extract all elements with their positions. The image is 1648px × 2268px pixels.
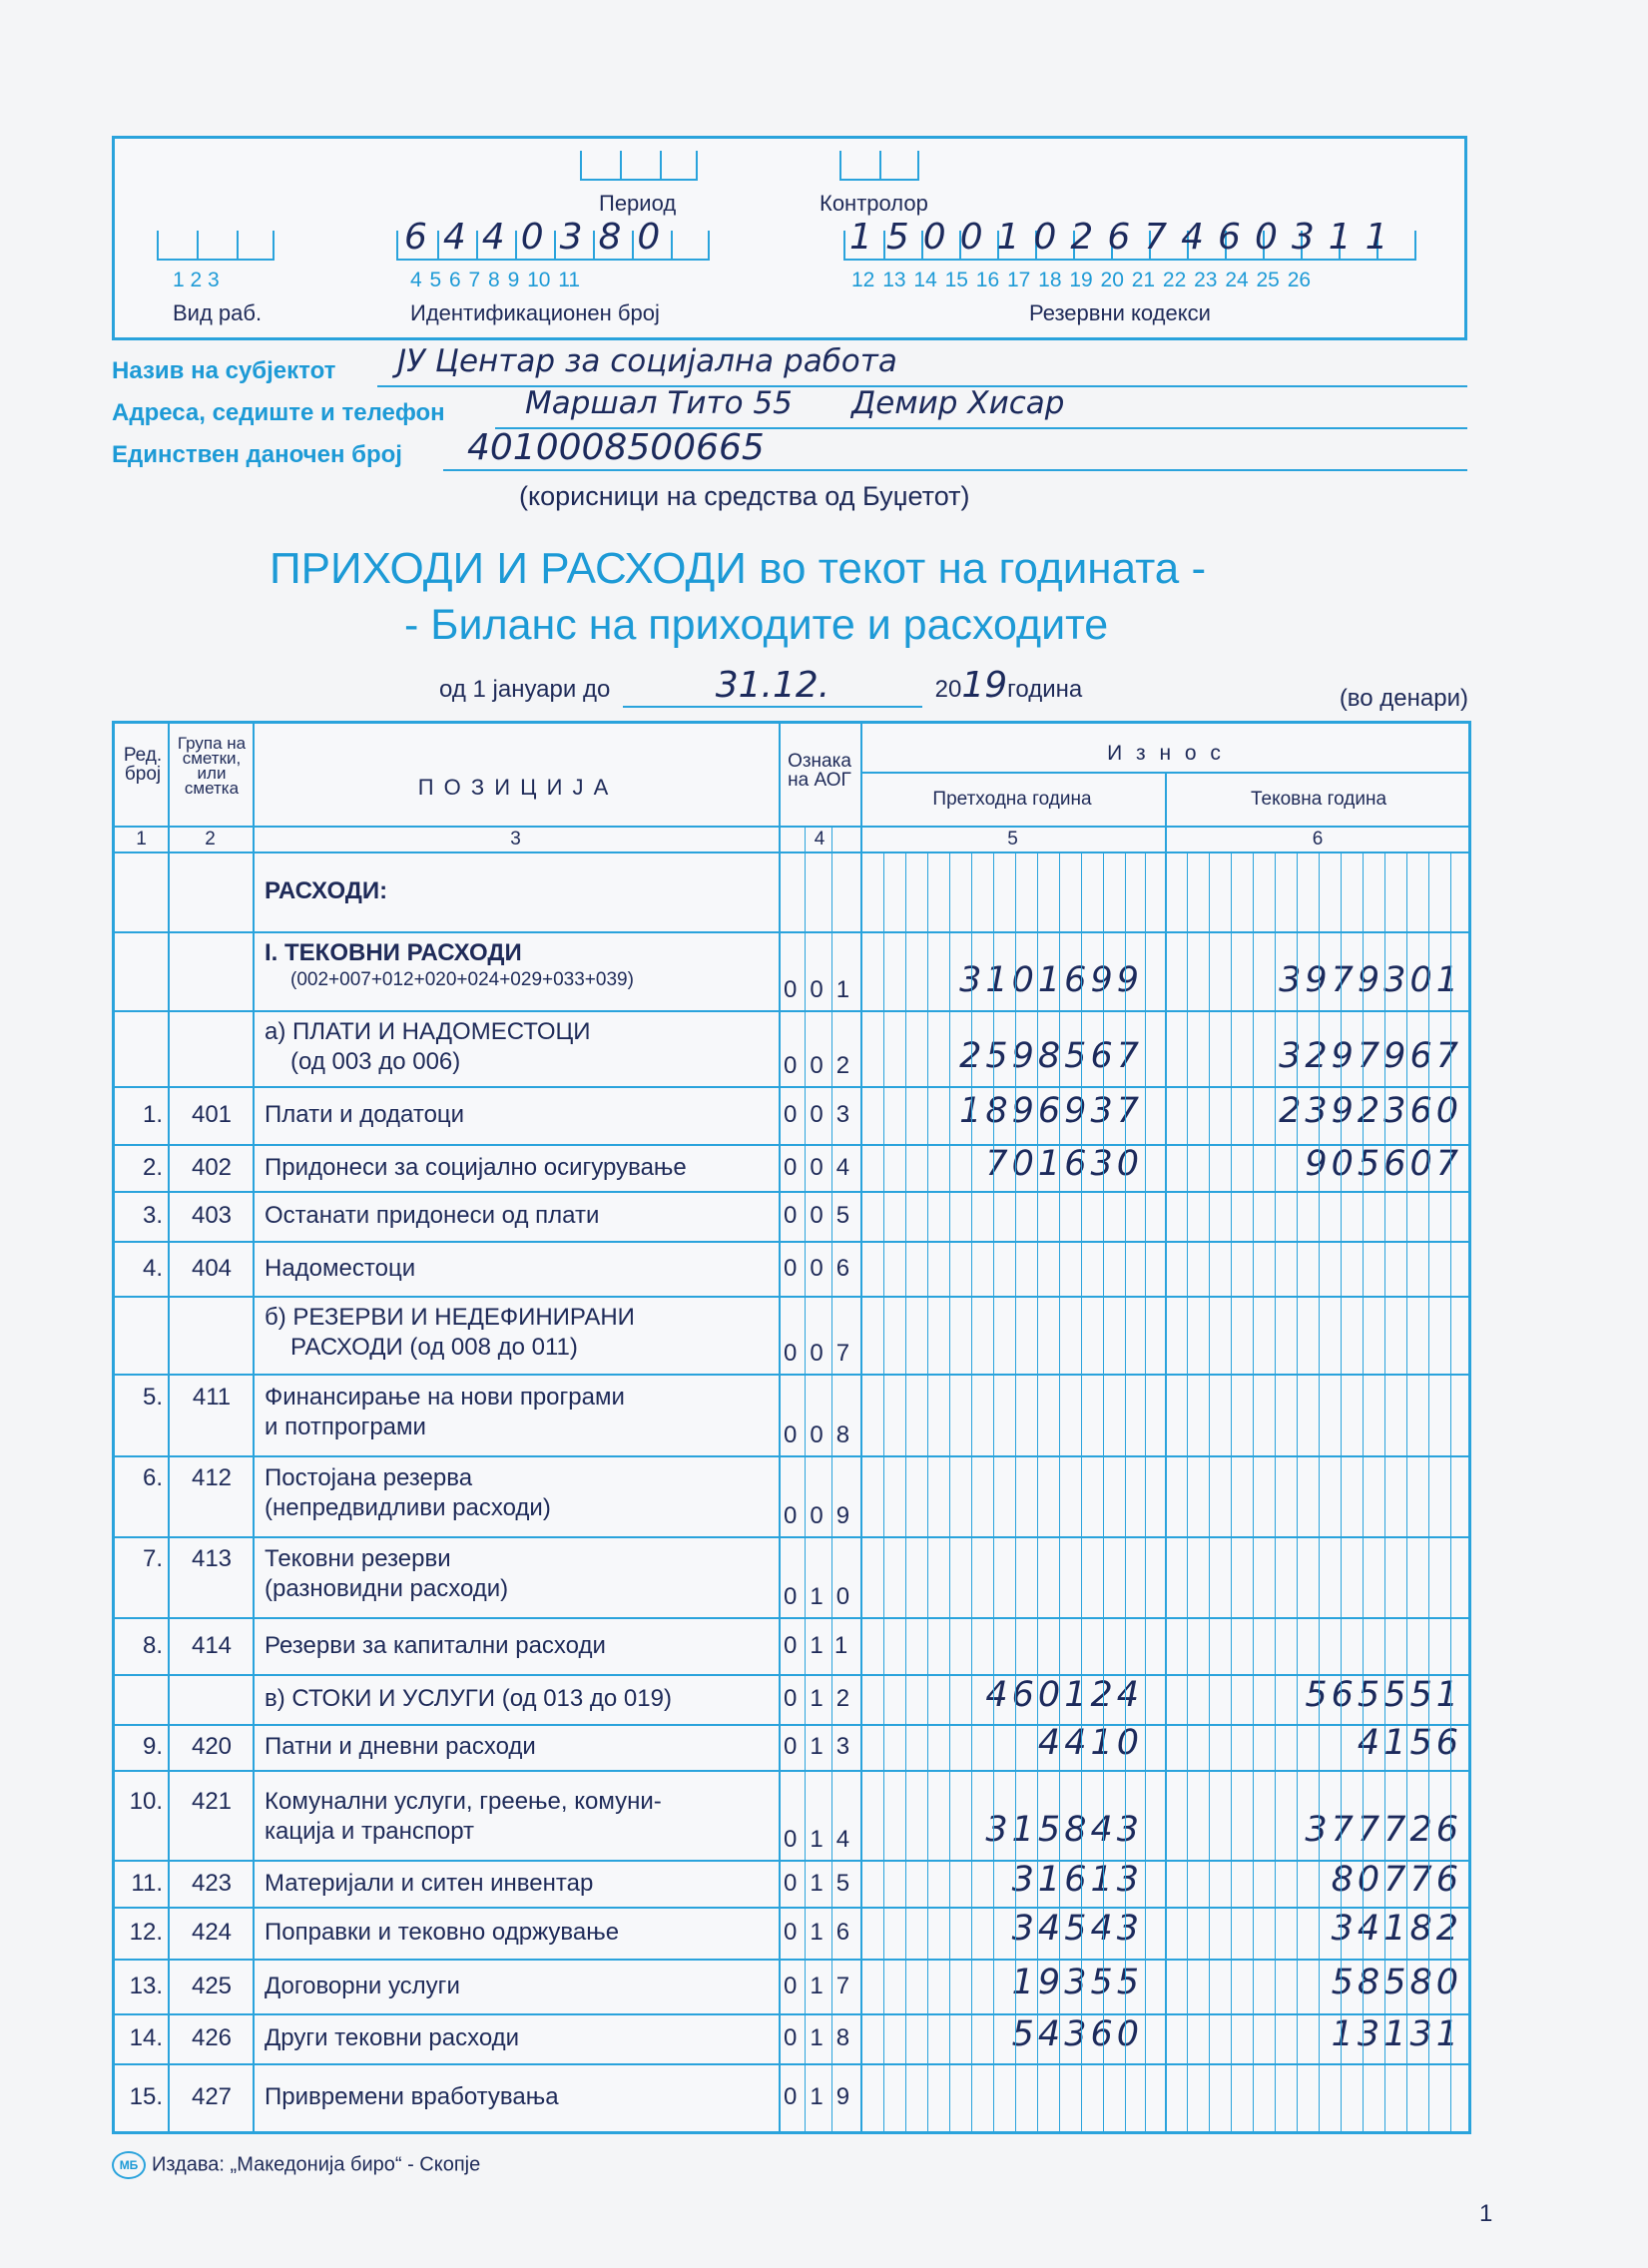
position-text: Постојана резерва [265, 1464, 473, 1491]
position-text: Комунални услуги, греење, комуни- [265, 1788, 662, 1815]
table-row [115, 1241, 1468, 1296]
controller-label: Контролор [820, 191, 928, 216]
position-text-continued: (разновидни расходи) [265, 1575, 509, 1602]
period-date: 31.12. [623, 665, 922, 708]
row-number: 14. [129, 2024, 163, 2051]
id-number-value: 6440380 [404, 217, 677, 258]
position-text-continued: РАСХОДИ (од 008 до 011) [290, 1334, 578, 1361]
year-label: година [1007, 676, 1083, 703]
aog-code: 002 [784, 1052, 863, 1079]
prev-year-amount: 460124 [985, 1675, 1143, 1715]
aog-code: 017 [784, 1972, 863, 1999]
account-number: 412 [191, 1464, 233, 1491]
account-number: 425 [191, 1972, 233, 1999]
period-line [439, 665, 1082, 708]
header-prev-year: Претходна година [932, 789, 1092, 810]
table-row [115, 1907, 1468, 1959]
work-type-label: Вид раб. [173, 300, 263, 325]
publisher-footer [112, 2151, 480, 2179]
row-number: 4. [142, 1254, 163, 1282]
aog-code: 015 [784, 1869, 863, 1897]
position-text: Плати и додатоци [265, 1101, 465, 1128]
position-text: Резерви за капитални расходи [265, 1631, 606, 1659]
title-caps: ПРИХОДИ И РАСХОДИ [270, 544, 747, 593]
curr-year-amount: 13131 [1331, 2014, 1462, 2054]
tax-number-value: 4010008500665 [467, 427, 765, 468]
header-aog: Ознака на АОГ [788, 751, 851, 791]
position-text: Останати придонеси од плати [265, 1202, 600, 1229]
row-number: 1. [142, 1101, 163, 1128]
account-number: 402 [191, 1153, 233, 1181]
prev-year-amount: 315843 [985, 1810, 1143, 1850]
position-text: Патни и дневни расходи [265, 1733, 536, 1760]
aog-code: 007 [784, 1340, 863, 1367]
subject-name-value: ЈУ Центар за социјална работа [397, 343, 897, 379]
account-number: 413 [191, 1545, 233, 1572]
row-number: 13. [129, 1972, 163, 1999]
table-row [115, 1144, 1468, 1191]
year-suffix: 19 [961, 665, 1008, 706]
col-number-1: 1 [136, 829, 147, 850]
publisher-text: Издава: „Македонија биро“ - Скопје [152, 2153, 481, 2176]
table-row [115, 1086, 1468, 1144]
position-text-continued: кација и транспорт [265, 1818, 475, 1845]
aog-code: 003 [784, 1101, 863, 1128]
prev-year-amount: 2598567 [959, 1036, 1143, 1076]
address-value: Маршал Тито 55 Демир Хисар [525, 385, 1065, 421]
aog-code: 014 [784, 1826, 863, 1853]
row-number: 8. [142, 1631, 163, 1659]
publisher-logo: МБ [112, 2151, 146, 2179]
col-number-3: 3 [510, 829, 521, 850]
controller-boxes [839, 151, 919, 181]
prev-year-amount: 3101699 [959, 960, 1143, 1000]
header-curr-year: Тековна година [1250, 789, 1387, 810]
header-amount: И з н о с [1107, 742, 1225, 765]
row-number: 9. [142, 1733, 163, 1760]
position-text-continued: и потпрограми [265, 1414, 426, 1440]
curr-year-amount: 377726 [1305, 1810, 1462, 1850]
page-number: 1 [1479, 2200, 1493, 2227]
table-row [115, 1455, 1468, 1536]
position-text: в) СТОКИ И УСЛУГИ (од 013 до 019) [265, 1685, 672, 1712]
period-prefix: од 1 јануари до [439, 676, 611, 703]
col-number-4: 4 [814, 829, 825, 850]
account-number: 403 [191, 1202, 233, 1229]
curr-year-amount: 565551 [1305, 1675, 1462, 1715]
row-number: 6. [142, 1464, 163, 1491]
title-rest: во текот на годината - [746, 544, 1207, 593]
position-text: Материјали и ситен инвентар [265, 1869, 594, 1897]
account-number: 401 [191, 1101, 233, 1128]
table-row [115, 1724, 1468, 1770]
row-number: 5. [142, 1384, 163, 1411]
aog-code: 018 [784, 2024, 863, 2051]
subject-name-label: Назив на субјектот [112, 357, 336, 384]
prev-year-amount: 54360 [1011, 2014, 1143, 2054]
curr-year-amount: 905607 [1305, 1143, 1462, 1184]
aog-code: 011 [784, 1631, 861, 1659]
table-row [115, 1860, 1468, 1907]
table-row [115, 1674, 1468, 1724]
account-number: 427 [191, 2083, 233, 2110]
curr-year-amount: 58580 [1331, 1962, 1462, 2002]
row-number: 11. [131, 1869, 163, 1897]
position-text: Финансирање на нови програми [265, 1384, 625, 1411]
aog-code: 019 [784, 2083, 863, 2110]
table-row [115, 1191, 1468, 1241]
aog-code: 012 [784, 1685, 863, 1712]
currency-note: (во денари) [1339, 685, 1468, 712]
table-row [115, 931, 1468, 1010]
aog-code: 008 [784, 1421, 863, 1448]
account-number: 404 [191, 1254, 233, 1282]
curr-year-amount: 34182 [1331, 1909, 1462, 1949]
reserve-code-value: 150010267460311 [849, 217, 1402, 258]
row-number: 15. [129, 2083, 163, 2110]
prev-year-amount: 19355 [1011, 1962, 1143, 2002]
position-text: I. ТЕКОВНИ РАСХОДИ [265, 939, 522, 966]
row-number: 10. [129, 1788, 163, 1815]
header-position: П О З И Ц И Ј А [417, 775, 611, 800]
aog-code: 013 [784, 1733, 863, 1760]
reserve-code-numbers: 12 13 14 15 16 17 18 19 20 21 22 23 24 25 26 [851, 269, 1312, 291]
position-text: Надоместоци [265, 1254, 416, 1282]
account-number: 420 [191, 1733, 233, 1760]
aog-code: 010 [784, 1583, 863, 1610]
reserve-code-label: Резервни кодекси [1029, 300, 1211, 325]
position-text: Други тековни расходи [265, 2024, 520, 2051]
position-text: Привремени вработувања [265, 2083, 559, 2110]
account-number: 411 [192, 1384, 232, 1411]
position-text-continued: (непредвидливи расходи) [265, 1494, 551, 1521]
position-text: РАСХОДИ: [265, 877, 388, 904]
page-title-line1 [270, 544, 1206, 594]
income-expense-table [112, 721, 1471, 2134]
id-label: Идентификационен број [410, 300, 660, 325]
aog-code: 004 [784, 1153, 863, 1181]
position-text: Придонеси за социјално осигурување [265, 1153, 687, 1181]
row-number: 7. [142, 1545, 163, 1572]
header-box [112, 136, 1467, 340]
table-row [115, 1296, 1468, 1374]
curr-year-amount: 4156 [1357, 1723, 1462, 1763]
position-text: а) ПЛАТИ И НАДОМЕСТОЦИ [265, 1018, 591, 1045]
row-number: 3. [142, 1202, 163, 1229]
id-numbers: 4 5 6 7 8 9 10 11 [410, 269, 581, 291]
aog-code: 016 [784, 1919, 863, 1946]
header-account-group: Група на сметки, или сметка [177, 734, 247, 798]
period-label: Период [599, 191, 677, 216]
account-number: 421 [191, 1788, 233, 1815]
curr-year-amount: 2392360 [1279, 1091, 1462, 1131]
table-row [115, 1617, 1468, 1674]
prev-year-amount: 701630 [985, 1143, 1143, 1184]
tax-number-label: Единствен даночен број [112, 441, 402, 468]
budget-users-note: (корисници на средства од Буџетот) [519, 481, 970, 511]
row-number: 2. [142, 1153, 163, 1181]
table-row [115, 1770, 1468, 1860]
period-boxes [580, 151, 698, 181]
table-row [115, 1010, 1468, 1086]
aog-code: 005 [784, 1202, 863, 1229]
position-text: Поправки и тековно одржување [265, 1919, 620, 1946]
account-number: 423 [191, 1869, 233, 1897]
account-number: 414 [191, 1631, 233, 1659]
table-row [115, 1536, 1468, 1617]
header-row-number: Ред. број [123, 745, 163, 785]
position-text: б) РЕЗЕРВИ И НЕДЕФИНИРАНИ [265, 1304, 635, 1331]
position-text: Тековни резерви [265, 1545, 451, 1572]
col-number-6: 6 [1312, 829, 1324, 850]
account-number: 424 [191, 1919, 233, 1946]
work-type-numbers: 1 2 3 [173, 269, 220, 291]
table-row [115, 1374, 1468, 1455]
table-row [115, 1959, 1468, 2013]
work-type-boxes [157, 231, 275, 261]
account-number: 426 [191, 2024, 233, 2051]
col-number-5: 5 [1007, 829, 1018, 850]
address-label: Адреса, седиште и телефон [112, 399, 445, 426]
prev-year-amount: 34543 [1011, 1909, 1143, 1949]
tax-number-line [443, 469, 1467, 471]
curr-year-amount: 3297967 [1279, 1036, 1462, 1076]
prev-year-amount: 1896937 [959, 1091, 1143, 1131]
curr-year-amount: 3979301 [1279, 960, 1462, 1000]
table-row [115, 2013, 1468, 2063]
curr-year-amount: 80776 [1331, 1859, 1462, 1900]
table-row [115, 2063, 1468, 2131]
aog-code: 009 [784, 1502, 863, 1529]
year-prefix: 20 [934, 676, 962, 703]
aog-code: 006 [784, 1254, 863, 1282]
position-text: Договорни услуги [265, 1972, 460, 1999]
page-title-line2: - Биланс на приходите и расходите [404, 601, 1109, 649]
prev-year-amount: 31613 [1011, 1859, 1143, 1900]
aog-code: 001 [784, 976, 863, 1003]
col-number-2: 2 [205, 829, 216, 850]
position-text-continued: (од 003 до 006) [290, 1048, 461, 1075]
table-row [115, 851, 1468, 931]
position-text-continued: (002+007+012+020+024+029+033+039) [290, 969, 634, 990]
prev-year-amount: 4410 [1037, 1723, 1143, 1763]
row-number: 12. [129, 1919, 163, 1946]
